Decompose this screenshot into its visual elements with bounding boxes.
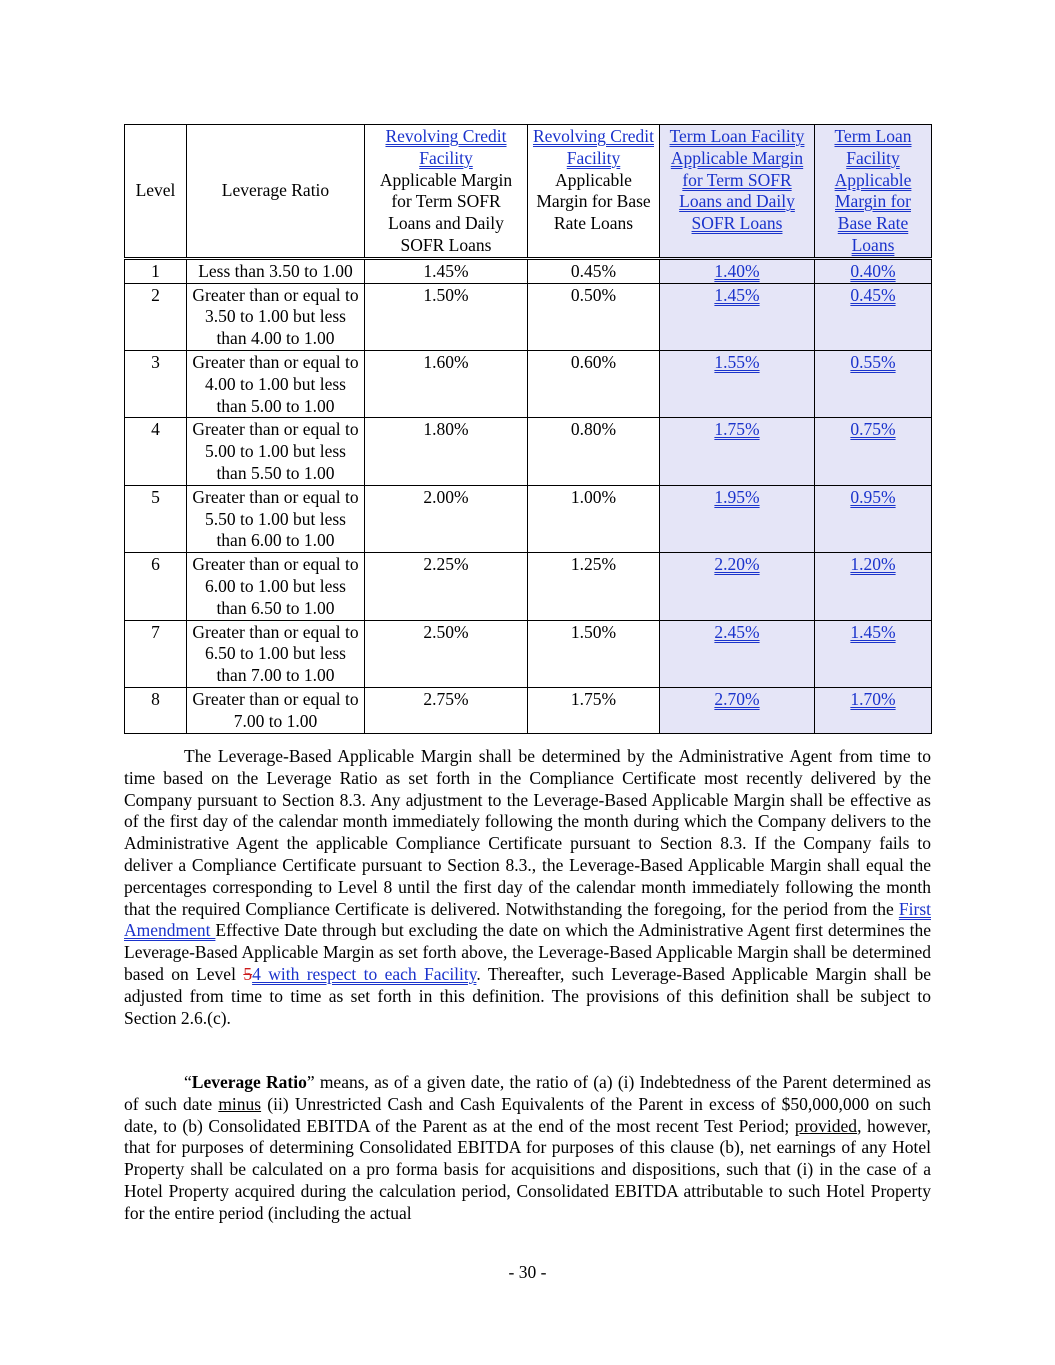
- table-row: [125, 350, 932, 417]
- leverage-ratio-cell: Greater than or equal to 4.00 to 1.00 but less than 5.00 to 1.00: [187, 350, 365, 417]
- revolving-sofr-margin-cell: 2.00%: [365, 485, 528, 552]
- term-base-margin-cell-value: 0.75%: [850, 419, 896, 440]
- revolving-sofr-margin-cell: 1.45%: [365, 258, 528, 283]
- header-revolving-base: [528, 125, 660, 259]
- table-row: [125, 620, 932, 687]
- term-base-margin-cell-value: 0.45%: [850, 284, 896, 305]
- term-base-margin-cell-value: 1.45%: [850, 621, 896, 642]
- term-base-margin-cell: [815, 418, 932, 485]
- inserted-each-facility: 4 with respect to each Facility: [252, 963, 477, 984]
- revolving-sofr-margin-cell: 1.50%: [365, 283, 528, 350]
- level-cell: 8: [125, 687, 187, 733]
- header-revolving-base-text: Applicable Margin for Base Rate Loans: [536, 169, 651, 234]
- term-base-margin-cell: [815, 687, 932, 733]
- term-sofr-margin-cell: [660, 687, 815, 733]
- leverage-ratio-cell: Greater than or equal to 5.50 to 1.00 but less than 6.00 to 1.00: [187, 485, 365, 552]
- para2-text-c: , however, that for purposes of determining Consolidated EBITDA for purposes of this clause (b), net earnings of any Hotel Property shall be calculated on a pro forma basis for acquisitions and dispositions, such that (i) in the case of a Hotel Property acquired during the calculation period, Consolidated EBITDA attributable to such Hotel Property for the entire period (including the actual: [124, 1115, 931, 1223]
- inserted-first-amendment: First Amendment: [124, 898, 931, 941]
- applicable-margin-table: [124, 124, 932, 734]
- header-term-base-text: Term Loan Facility Applicable Margin for Base Rate Loans: [834, 126, 912, 255]
- term-sofr-margin-cell: [660, 553, 815, 620]
- level-cell: 2: [125, 283, 187, 350]
- term-base-margin-cell-value: 1.20%: [850, 554, 896, 575]
- table-row: [125, 418, 932, 485]
- revolving-base-margin-cell: 1.75%: [528, 687, 660, 733]
- term-sofr-margin-cell: [660, 350, 815, 417]
- term-base-margin-cell: [815, 553, 932, 620]
- level-cell: 3: [125, 350, 187, 417]
- term-provided: provided: [794, 1115, 858, 1136]
- term-sofr-margin-cell-value: 2.45%: [714, 621, 760, 642]
- term-minus: minus: [218, 1093, 262, 1114]
- leverage-ratio-cell: Less than 3.50 to 1.00: [187, 258, 365, 283]
- revolving-base-margin-cell: 0.80%: [528, 418, 660, 485]
- para2-text-b: (ii) Unrestricted Cash and Cash Equivalents of the Parent in excess of $50,000,000 on such date, to (b) Consolidated EBITDA of the Parent as at the end of the most recent Test Period;: [124, 1093, 931, 1136]
- header-revolving-sofr-inserted: Revolving Credit Facility: [385, 126, 507, 168]
- term-sofr-margin-cell-value: 1.40%: [714, 260, 760, 281]
- leverage-ratio-cell: Greater than or equal to 6.50 to 1.00 but less than 7.00 to 1.00: [187, 620, 365, 687]
- defined-term-leverage-ratio: Leverage Ratio: [191, 1072, 307, 1092]
- open-quote: “: [184, 1072, 192, 1092]
- term-sofr-margin-cell-value: 1.95%: [714, 486, 760, 507]
- term-sofr-margin-cell-value: 2.20%: [714, 554, 760, 575]
- para2-text-a: ” means, as of a given date, the ratio of (a) (i) Indebtedness of the Parent determined as of such date: [124, 1072, 931, 1114]
- header-term-sofr-text: Term Loan Facility Applicable Margin for Term SOFR Loans and Daily SOFR Loans: [669, 126, 805, 234]
- table-header-row: [125, 125, 932, 259]
- term-base-margin-cell: [815, 258, 932, 283]
- leverage-margin-paragraph: [124, 746, 931, 1029]
- term-base-margin-cell: [815, 620, 932, 687]
- header-revolving-base-inserted: Revolving Credit Facility: [532, 126, 655, 168]
- term-sofr-margin-cell: [660, 485, 815, 552]
- revolving-base-margin-cell: 0.50%: [528, 283, 660, 350]
- term-base-margin-cell: [815, 283, 932, 350]
- revolving-base-margin-cell: 0.60%: [528, 350, 660, 417]
- para1-text-a: The Leverage-Based Applicable Margin shall be determined by the Administrative Agent from time to time based on the Leverage Ratio as set forth in the Compliance Certificate most recently delivered by the Company pursuant to Section 8.3. Any adjustment to the Leverage-Based Applicable Margin shall be effective as of the first day of the calendar month immediately following the month during which the Company delivers to the Administrative Agent the applicable Compliance Certificate pursuant to Section 8.3. If the Company fails to deliver a Compliance Certificate pursuant to Section 8.3., the Leverage-Based Applicable Margin shall equal the percentages corresponding to Level 8 until the first day of the calendar month immediately following the month that the required Compliance Certificate is delivered. Notwithstanding the foregoing, for the period from the: [124, 746, 931, 919]
- term-sofr-margin-cell-value: 1.75%: [714, 419, 760, 440]
- term-base-margin-cell-value: 0.95%: [850, 486, 896, 507]
- header-term-base: [815, 125, 932, 259]
- level-cell: 6: [125, 553, 187, 620]
- leverage-ratio-cell: Greater than or equal to 6.00 to 1.00 but less than 6.50 to 1.00: [187, 553, 365, 620]
- revolving-base-margin-cell: 1.50%: [528, 620, 660, 687]
- leverage-ratio-cell: Greater than or equal to 7.00 to 1.00: [187, 687, 365, 733]
- header-level: Level: [125, 125, 187, 259]
- para1-text-c: . Thereafter, such Leverage-Based Applicable Margin shall be adjusted from time to time as set forth in this definition. The provisions of this definition shall be subject to Section 2.6.(c).: [124, 963, 931, 1028]
- term-base-margin-cell: [815, 350, 932, 417]
- revolving-sofr-margin-cell: 1.60%: [365, 350, 528, 417]
- header-revolving-sofr: [365, 125, 528, 259]
- level-cell: 1: [125, 258, 187, 283]
- revolving-sofr-margin-cell: 2.75%: [365, 687, 528, 733]
- revolving-base-margin-cell: 1.25%: [528, 553, 660, 620]
- level-cell: 4: [125, 418, 187, 485]
- term-sofr-margin-cell: [660, 418, 815, 485]
- table-row: [125, 553, 932, 620]
- revolving-sofr-margin-cell: 2.25%: [365, 553, 528, 620]
- term-base-margin-cell-value: 0.55%: [850, 351, 896, 372]
- revolving-base-margin-cell: 1.00%: [528, 485, 660, 552]
- header-revolving-sofr-text: Applicable Margin for Term SOFR Loans and Daily SOFR Loans: [379, 169, 513, 255]
- term-sofr-margin-cell-value: 1.45%: [714, 284, 760, 305]
- level-cell: 7: [125, 620, 187, 687]
- revolving-sofr-margin-cell: 2.50%: [365, 620, 528, 687]
- revolving-sofr-margin-cell: 1.80%: [365, 418, 528, 485]
- page-number: - 30 -: [508, 1262, 547, 1282]
- table-row: [125, 258, 932, 283]
- leverage-ratio-definition: [124, 1072, 931, 1225]
- table-row: [125, 485, 932, 552]
- table-row: [125, 283, 932, 350]
- level-cell: 5: [125, 485, 187, 552]
- leverage-ratio-cell: Greater than or equal to 3.50 to 1.00 but less than 4.00 to 1.00: [187, 283, 365, 350]
- header-leverage-ratio: Leverage Ratio: [187, 125, 365, 259]
- term-sofr-margin-cell: [660, 283, 815, 350]
- term-sofr-margin-cell-value: 2.70%: [714, 688, 760, 709]
- term-base-margin-cell: [815, 485, 932, 552]
- para1-text-b: Effective Date through but excluding the date on which the Administrative Agent first determines the Leverage-Based Applicable Margin as set forth above, the Leverage-Based Applicable Margin shall be determined based on Level: [124, 920, 931, 984]
- leverage-ratio-cell: Greater than or equal to 5.00 to 1.00 but less than 5.50 to 1.00: [187, 418, 365, 485]
- term-base-margin-cell-value: 0.40%: [850, 260, 896, 281]
- revolving-base-margin-cell: 0.45%: [528, 258, 660, 283]
- term-sofr-margin-cell: [660, 258, 815, 283]
- table-row: [125, 687, 932, 733]
- header-term-sofr: [660, 125, 815, 259]
- deleted-level-5: 5: [243, 963, 253, 984]
- term-base-margin-cell-value: 1.70%: [850, 688, 896, 709]
- term-sofr-margin-cell-value: 1.55%: [714, 351, 760, 372]
- term-sofr-margin-cell: [660, 620, 815, 687]
